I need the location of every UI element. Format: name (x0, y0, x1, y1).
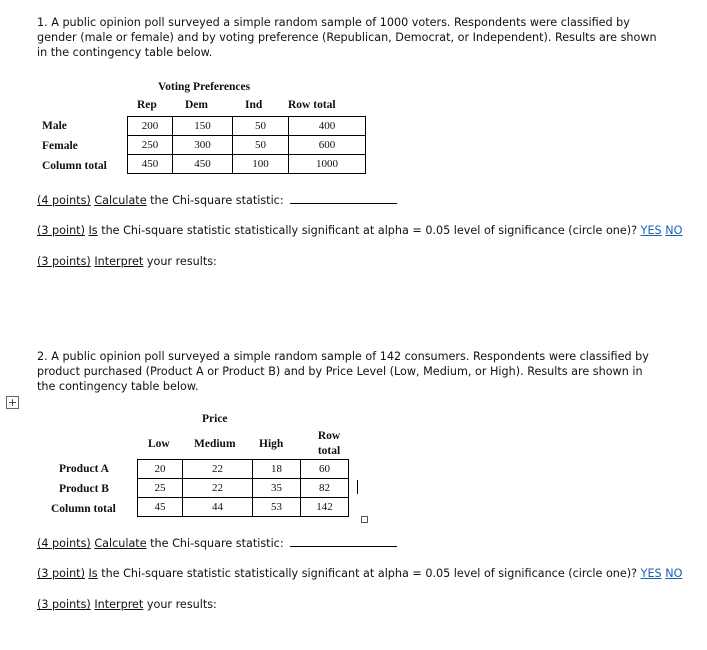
table-cell: 20 (138, 460, 183, 479)
q2-group-header: Price (202, 413, 228, 425)
q2-intro: 2. A public opinion poll surveyed a simple random sample of 142 consumers. Respondents were classified by product purchased (Product A or Product B) and by Price Level (Low, Medium, or High). Results are shown in the contingency table below. (37, 350, 649, 393)
table-cell: 450 (173, 155, 233, 174)
q2-yes-option[interactable]: YES (640, 567, 662, 580)
q1-part-a (37, 193, 397, 208)
plus-icon[interactable]: + (7, 396, 18, 409)
q2-a-points: (4 points) (37, 537, 91, 550)
q1-no-option[interactable]: NO (665, 224, 683, 237)
q1-col-rowtotal: Row total (288, 99, 336, 111)
q1-contingency-table (127, 116, 366, 174)
q1-b-rest: the Chi-square statistic statistically significant at alpha = 0.05 level of significance (circle one)? (97, 224, 641, 237)
q2-a-answer-blank[interactable] (290, 536, 397, 547)
table-cell: 100 (233, 155, 289, 174)
table-row (128, 117, 366, 136)
q1-c-interp: Interpret (94, 255, 144, 268)
q1-col-dem: Dem (185, 99, 208, 111)
q1-c-rest: your results: (143, 255, 217, 268)
table-cell: 22 (183, 460, 253, 479)
table-cell: 60 (301, 460, 349, 479)
q1-yes-option[interactable]: YES (640, 224, 662, 237)
q1-intro: 1. A public opinion poll surveyed a simple random sample of 1000 voters. Respondents were classified by gender (male or female) and by voting preference (Republican, Democrat, or Independent). Results are shown in the contingency table below. (37, 16, 657, 59)
table-cell: 50 (233, 136, 289, 155)
table-cell: 44 (183, 498, 253, 517)
q1-part-c (37, 254, 217, 269)
q2-part-c (37, 597, 217, 612)
q2-col-medium: Medium (194, 438, 236, 450)
q2-row-label-b: Product B (59, 483, 109, 495)
table-row (138, 498, 349, 517)
table-row (138, 479, 349, 498)
q2-a-calc: Calculate (94, 537, 147, 550)
q2-col-rowtotal: Row total (317, 430, 341, 457)
q1-a-rest: the Chi-square statistic: (146, 194, 284, 207)
table-cell: 53 (253, 498, 301, 517)
table-cell: 35 (253, 479, 301, 498)
q1-b-is: Is (88, 224, 98, 237)
q1-row-label-total: Column total (42, 160, 107, 172)
q2-b-is: Is (88, 567, 98, 580)
q2-part-b (37, 566, 682, 581)
table-cell: 82 (301, 479, 349, 498)
q2-b-rest: the Chi-square statistic statistically significant at alpha = 0.05 level of significance (circle one)? (97, 567, 641, 580)
q1-group-header: Voting Preferences (158, 81, 251, 93)
table-cell: 50 (233, 117, 289, 136)
q2-c-rest: your results: (143, 598, 217, 611)
table-cell: 400 (289, 117, 366, 136)
q2-a-rest: the Chi-square statistic: (146, 537, 284, 550)
q2-col-high: High (259, 438, 284, 450)
q1-row-label-female: Female (42, 140, 78, 152)
q2-no-option[interactable]: NO (665, 567, 683, 580)
q2-contingency-table (137, 459, 349, 517)
q2-col-low: Low (148, 438, 170, 450)
table-cell: 25 (138, 479, 183, 498)
table-cell: 250 (128, 136, 173, 155)
q1-b-points: (3 point) (37, 224, 85, 237)
q1-part-b (37, 223, 682, 238)
table-cell: 1000 (289, 155, 366, 174)
q2-row-label-total: Column total (51, 503, 116, 515)
table-cell: 18 (253, 460, 301, 479)
table-cell: 200 (128, 117, 173, 136)
table-resize-handle[interactable] (361, 516, 368, 523)
q2-row-label-a: Product A (59, 463, 109, 475)
cursor-caret (357, 480, 358, 494)
q1-c-points: (3 points) (37, 255, 91, 268)
q1-col-ind: Ind (245, 99, 263, 111)
table-cell: 142 (301, 498, 349, 517)
q1-col-rep: Rep (137, 99, 157, 111)
q2-c-interp: Interpret (94, 598, 144, 611)
table-row (128, 155, 366, 174)
table-cell: 150 (173, 117, 233, 136)
q1-a-answer-blank[interactable] (290, 193, 397, 204)
q1-a-points: (4 points) (37, 194, 91, 207)
q2-b-points: (3 point) (37, 567, 85, 580)
q1-a-calc: Calculate (94, 194, 147, 207)
q2-c-points: (3 points) (37, 598, 91, 611)
q2-part-a (37, 536, 397, 551)
q1-row-label-male: Male (42, 120, 67, 132)
table-cell: 600 (289, 136, 366, 155)
table-cell: 45 (138, 498, 183, 517)
table-cell: 22 (183, 479, 253, 498)
table-row (138, 460, 349, 479)
table-cell: 450 (128, 155, 173, 174)
table-row (128, 136, 366, 155)
table-cell: 300 (173, 136, 233, 155)
